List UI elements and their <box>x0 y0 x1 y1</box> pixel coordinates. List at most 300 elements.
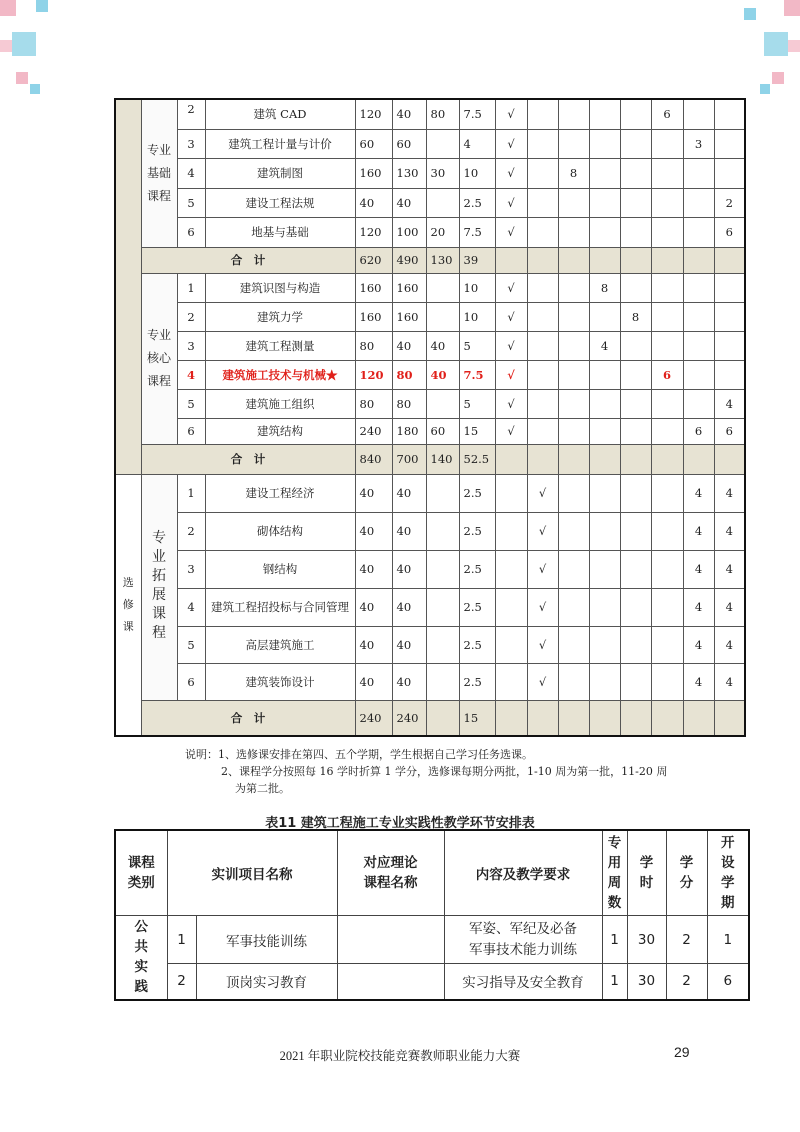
credits: 15 <box>459 418 495 444</box>
subtotal-empty <box>558 247 589 273</box>
subtotal-credit: 52.5 <box>459 444 495 474</box>
semester-3 <box>620 588 651 626</box>
practice-hours <box>426 273 459 302</box>
semester-4 <box>651 129 683 158</box>
subtotal-empty <box>527 700 558 736</box>
row-no: 1 <box>177 474 205 512</box>
subtotal-empty <box>495 444 527 474</box>
practice-hours <box>426 663 459 700</box>
table-row <box>115 129 745 158</box>
practice-hours: 20 <box>426 217 459 247</box>
subtotal-empty <box>683 444 714 474</box>
content: 实习指导及安全教育 <box>444 964 602 1000</box>
table-row <box>115 188 745 217</box>
credits: 2 <box>666 916 707 964</box>
semester-6: 4 <box>714 550 745 588</box>
row-no: 3 <box>177 331 205 360</box>
semester-3 <box>620 389 651 418</box>
practice-table <box>114 829 750 1001</box>
row-no: 5 <box>177 626 205 663</box>
semester-1 <box>558 418 589 444</box>
semester-6 <box>714 331 745 360</box>
semester-1 <box>558 588 589 626</box>
subtotal-empty <box>527 444 558 474</box>
assessment: √ <box>527 588 558 626</box>
note-line-2: 2、课程学分按照每 16 学时折算 1 学分，选修课每期分两批，1-10 周为第一批，11-20 周 <box>221 765 668 778</box>
semester-1 <box>558 512 589 550</box>
total-hours: 60 <box>355 129 392 158</box>
semester-2: 8 <box>589 273 620 302</box>
table-row <box>115 217 745 247</box>
credits: 2.5 <box>459 188 495 217</box>
course-group <box>115 99 141 474</box>
semester-3 <box>620 273 651 302</box>
credits: 10 <box>459 273 495 302</box>
theory-hours: 40 <box>392 474 426 512</box>
practice-hours <box>426 588 459 626</box>
semester-1 <box>558 389 589 418</box>
theory-hours: 40 <box>392 588 426 626</box>
exam: √ <box>495 217 527 247</box>
semester-5 <box>683 99 714 129</box>
semester-5: 4 <box>683 588 714 626</box>
course-name: 建筑施工组织 <box>205 389 355 418</box>
subtotal-empty <box>683 700 714 736</box>
credits: 2.5 <box>459 626 495 663</box>
semester-4 <box>651 331 683 360</box>
course-name: 建筑结构 <box>205 418 355 444</box>
exam: √ <box>495 188 527 217</box>
semester-1 <box>558 217 589 247</box>
semester-3 <box>620 663 651 700</box>
semester-2 <box>589 663 620 700</box>
semester-2 <box>589 360 620 389</box>
semester-6: 4 <box>714 588 745 626</box>
table-row <box>115 389 745 418</box>
header-category: 课程类别 <box>115 830 167 916</box>
semester-2 <box>589 550 620 588</box>
semester-6: 4 <box>714 663 745 700</box>
row-no: 5 <box>177 389 205 418</box>
row-no: 3 <box>177 550 205 588</box>
theory-hours: 40 <box>392 663 426 700</box>
semester-6 <box>714 302 745 331</box>
table-row <box>115 474 745 512</box>
credits: 2.5 <box>459 474 495 512</box>
subtotal-empty <box>620 444 651 474</box>
elective-group-label: 选修课 <box>122 575 134 633</box>
subtotal-empty <box>495 247 527 273</box>
total-hours: 40 <box>355 550 392 588</box>
row-no: 2 <box>177 302 205 331</box>
semester-3 <box>620 188 651 217</box>
practice-hours: 60 <box>426 418 459 444</box>
table-row <box>115 302 745 331</box>
semester-2 <box>589 99 620 129</box>
subtotal-empty <box>589 247 620 273</box>
semester-4 <box>651 158 683 188</box>
assessment <box>527 389 558 418</box>
row-no: 2 <box>177 99 205 129</box>
subtotal-empty <box>589 700 620 736</box>
practice-hours <box>426 389 459 418</box>
subtotal-row <box>115 700 745 736</box>
semester-3 <box>620 512 651 550</box>
semester-2 <box>589 588 620 626</box>
semester-4 <box>651 273 683 302</box>
table-row <box>115 273 745 302</box>
credits: 2.5 <box>459 550 495 588</box>
header-theory-course: 对应理论课程名称 <box>337 830 444 916</box>
semester-4 <box>651 626 683 663</box>
semester: 1 <box>707 916 749 964</box>
theory-hours: 80 <box>392 389 426 418</box>
practice-hours <box>426 129 459 158</box>
assessment: √ <box>527 626 558 663</box>
subtotal-practice: 130 <box>426 247 459 273</box>
semester-2 <box>589 158 620 188</box>
semester-2 <box>589 418 620 444</box>
semester-3 <box>620 158 651 188</box>
header-weeks: 专用周数 <box>602 830 627 916</box>
header-credits: 学分 <box>666 830 707 916</box>
hours: 30 <box>627 916 666 964</box>
course-name: 建筑工程招投标与合同管理 <box>205 588 355 626</box>
weeks: 1 <box>602 916 627 964</box>
project-name: 军事技能训练 <box>196 916 337 964</box>
semester-5 <box>683 389 714 418</box>
subtotal-label: 合 计 <box>141 700 355 736</box>
course-category <box>141 474 177 700</box>
practice-table-header <box>115 830 749 916</box>
course-category <box>141 99 177 247</box>
course-category-label: 专业基础课程 <box>146 142 171 203</box>
subtotal-empty <box>651 700 683 736</box>
theory-hours: 60 <box>392 129 426 158</box>
practice-hours <box>426 188 459 217</box>
subtotal-empty <box>683 247 714 273</box>
row-no: 1 <box>167 916 196 964</box>
subtotal-theory: 240 <box>392 700 426 736</box>
course-category-label: 专业拓展课程 <box>152 530 166 641</box>
assessment: √ <box>527 474 558 512</box>
semester-6: 4 <box>714 626 745 663</box>
practice-hours: 40 <box>426 331 459 360</box>
practice-hours: 40 <box>426 360 459 389</box>
total-hours: 160 <box>355 273 392 302</box>
semester-6 <box>714 158 745 188</box>
header-content: 内容及教学要求 <box>444 830 602 916</box>
exam <box>495 626 527 663</box>
course-name: 高层建筑施工 <box>205 626 355 663</box>
semester-4 <box>651 663 683 700</box>
semester-1 <box>558 663 589 700</box>
subtotal-empty <box>620 247 651 273</box>
subtotal-empty <box>527 247 558 273</box>
assessment: √ <box>527 663 558 700</box>
course-name: 钢结构 <box>205 550 355 588</box>
total-hours: 40 <box>355 626 392 663</box>
assessment <box>527 129 558 158</box>
project-name: 顶岗实习教育 <box>196 964 337 1000</box>
semester-1 <box>558 331 589 360</box>
total-hours: 240 <box>355 418 392 444</box>
semester-4: 6 <box>651 99 683 129</box>
table-row <box>115 964 749 1000</box>
table-row <box>115 663 745 700</box>
practice-hours: 80 <box>426 99 459 129</box>
row-no: 6 <box>177 663 205 700</box>
semester-5 <box>683 158 714 188</box>
table-row <box>115 331 745 360</box>
total-hours: 40 <box>355 188 392 217</box>
semester-6: 6 <box>714 418 745 444</box>
practice-hours: 30 <box>426 158 459 188</box>
assessment <box>527 331 558 360</box>
practice-category: 公共实践 <box>115 916 167 1000</box>
header-project: 实训项目名称 <box>167 830 337 916</box>
semester-3 <box>620 331 651 360</box>
assessment: √ <box>527 512 558 550</box>
credits: 10 <box>459 158 495 188</box>
exam <box>495 663 527 700</box>
credits: 5 <box>459 331 495 360</box>
assessment <box>527 360 558 389</box>
exam: √ <box>495 360 527 389</box>
theory-hours: 40 <box>392 626 426 663</box>
assessment <box>527 99 558 129</box>
subtotal-empty <box>714 700 745 736</box>
subtotal-empty <box>714 444 745 474</box>
subtotal-empty <box>495 700 527 736</box>
credits: 2 <box>666 964 707 1000</box>
exam: √ <box>495 331 527 360</box>
semester-3 <box>620 418 651 444</box>
assessment: √ <box>527 550 558 588</box>
semester-3 <box>620 474 651 512</box>
credits: 10 <box>459 302 495 331</box>
subtotal-practice <box>426 700 459 736</box>
credits: 2.5 <box>459 663 495 700</box>
note-line-1: 说明：1、选修课安排在第四、五个学期，学生根据自己学习任务选课。 <box>185 748 533 761</box>
total-hours: 80 <box>355 389 392 418</box>
semester-5: 4 <box>683 663 714 700</box>
row-no: 4 <box>177 360 205 389</box>
course-category <box>141 273 177 444</box>
semester-5 <box>683 331 714 360</box>
semester-4 <box>651 188 683 217</box>
table-row <box>115 360 745 389</box>
header-semester: 开设学期 <box>707 830 749 916</box>
course-plan-table <box>114 98 746 737</box>
semester-4 <box>651 302 683 331</box>
semester-4 <box>651 474 683 512</box>
theory-hours: 80 <box>392 360 426 389</box>
theory-hours: 180 <box>392 418 426 444</box>
theory-hours: 40 <box>392 550 426 588</box>
course-name: 建筑工程计量与计价 <box>205 129 355 158</box>
table-row <box>115 550 745 588</box>
semester-1 <box>558 626 589 663</box>
row-no: 1 <box>177 273 205 302</box>
table-notes <box>185 746 745 797</box>
semester-4 <box>651 217 683 247</box>
assessment <box>527 188 558 217</box>
subtotal-credit: 15 <box>459 700 495 736</box>
practice-hours <box>426 626 459 663</box>
subtotal-total: 840 <box>355 444 392 474</box>
semester-2 <box>589 512 620 550</box>
exam: √ <box>495 418 527 444</box>
note-line-3: 为第二批。 <box>235 782 290 795</box>
course-category-label: 专业核心课程 <box>146 328 171 388</box>
theory-hours: 40 <box>392 188 426 217</box>
subtotal-row <box>115 247 745 273</box>
exam <box>495 474 527 512</box>
semester-6 <box>714 360 745 389</box>
total-hours: 40 <box>355 663 392 700</box>
semester-3 <box>620 129 651 158</box>
semester-1 <box>558 273 589 302</box>
practice-hours <box>426 512 459 550</box>
credits: 4 <box>459 129 495 158</box>
table-row <box>115 512 745 550</box>
subtotal-practice: 140 <box>426 444 459 474</box>
semester-5: 4 <box>683 474 714 512</box>
exam: √ <box>495 273 527 302</box>
table-row <box>115 588 745 626</box>
semester-4 <box>651 418 683 444</box>
exam: √ <box>495 129 527 158</box>
semester-2 <box>589 474 620 512</box>
row-no: 5 <box>177 188 205 217</box>
table-row <box>115 916 749 964</box>
semester-1 <box>558 360 589 389</box>
subtotal-total: 620 <box>355 247 392 273</box>
elective-group <box>115 474 141 736</box>
assessment <box>527 273 558 302</box>
course-name: 建筑 CAD <box>205 99 355 129</box>
semester-5: 4 <box>683 512 714 550</box>
theory-hours: 160 <box>392 273 426 302</box>
semester-6: 4 <box>714 474 745 512</box>
semester-5 <box>683 273 714 302</box>
row-no: 6 <box>177 217 205 247</box>
semester-6: 4 <box>714 512 745 550</box>
course-name: 地基与基础 <box>205 217 355 247</box>
total-hours: 120 <box>355 360 392 389</box>
semester-5 <box>683 360 714 389</box>
assessment <box>527 158 558 188</box>
subtotal-credit: 39 <box>459 247 495 273</box>
row-no: 2 <box>177 512 205 550</box>
subtotal-label: 合 计 <box>141 247 355 273</box>
semester-4 <box>651 550 683 588</box>
exam <box>495 512 527 550</box>
page-footer: 2021 年职业院校技能竞赛教师职业能力大赛 <box>279 1049 521 1063</box>
credits: 7.5 <box>459 217 495 247</box>
semester-2 <box>589 389 620 418</box>
course-name: 建筑装饰设计 <box>205 663 355 700</box>
total-hours: 40 <box>355 512 392 550</box>
theory-course <box>337 916 444 964</box>
semester-1 <box>558 129 589 158</box>
exam: √ <box>495 99 527 129</box>
semester-5 <box>683 302 714 331</box>
credits: 2.5 <box>459 588 495 626</box>
row-no: 2 <box>167 964 196 1000</box>
assessment <box>527 302 558 331</box>
semester-5: 4 <box>683 626 714 663</box>
header-hours: 学时 <box>627 830 666 916</box>
credits: 7.5 <box>459 360 495 389</box>
theory-course <box>337 964 444 1000</box>
credits: 5 <box>459 389 495 418</box>
total-hours: 120 <box>355 217 392 247</box>
weeks: 1 <box>602 964 627 1000</box>
total-hours: 80 <box>355 331 392 360</box>
subtotal-theory: 490 <box>392 247 426 273</box>
semester-2 <box>589 626 620 663</box>
row-no: 6 <box>177 418 205 444</box>
subtotal-total: 240 <box>355 700 392 736</box>
assessment <box>527 217 558 247</box>
credits: 2.5 <box>459 512 495 550</box>
theory-hours: 40 <box>392 512 426 550</box>
semester: 6 <box>707 964 749 1000</box>
table-row <box>115 99 745 129</box>
semester-5 <box>683 217 714 247</box>
subtotal-row <box>115 444 745 474</box>
practice-hours <box>426 302 459 331</box>
semester-5: 6 <box>683 418 714 444</box>
subtotal-label: 合 计 <box>141 444 355 474</box>
semester-3 <box>620 360 651 389</box>
semester-5 <box>683 188 714 217</box>
practice-hours <box>426 550 459 588</box>
semester-4 <box>651 588 683 626</box>
total-hours: 120 <box>355 99 392 129</box>
practice-hours <box>426 474 459 512</box>
semester-2 <box>589 129 620 158</box>
semester-1 <box>558 550 589 588</box>
page-number: 29 <box>674 1044 690 1060</box>
table-row <box>115 418 745 444</box>
semester-6 <box>714 99 745 129</box>
course-name: 建筑力学 <box>205 302 355 331</box>
row-no: 3 <box>177 129 205 158</box>
theory-hours: 40 <box>392 99 426 129</box>
semester-1 <box>558 188 589 217</box>
subtotal-empty <box>620 700 651 736</box>
semester-6: 2 <box>714 188 745 217</box>
subtotal-empty <box>589 444 620 474</box>
semester-3 <box>620 217 651 247</box>
semester-6 <box>714 273 745 302</box>
exam: √ <box>495 302 527 331</box>
course-name: 砌体结构 <box>205 512 355 550</box>
hours: 30 <box>627 964 666 1000</box>
total-hours: 40 <box>355 588 392 626</box>
semester-1 <box>558 474 589 512</box>
semester-3 <box>620 99 651 129</box>
semester-5: 4 <box>683 550 714 588</box>
theory-hours: 130 <box>392 158 426 188</box>
semester-3 <box>620 626 651 663</box>
subtotal-empty <box>714 247 745 273</box>
semester-4: 6 <box>651 360 683 389</box>
course-name: 建筑制图 <box>205 158 355 188</box>
